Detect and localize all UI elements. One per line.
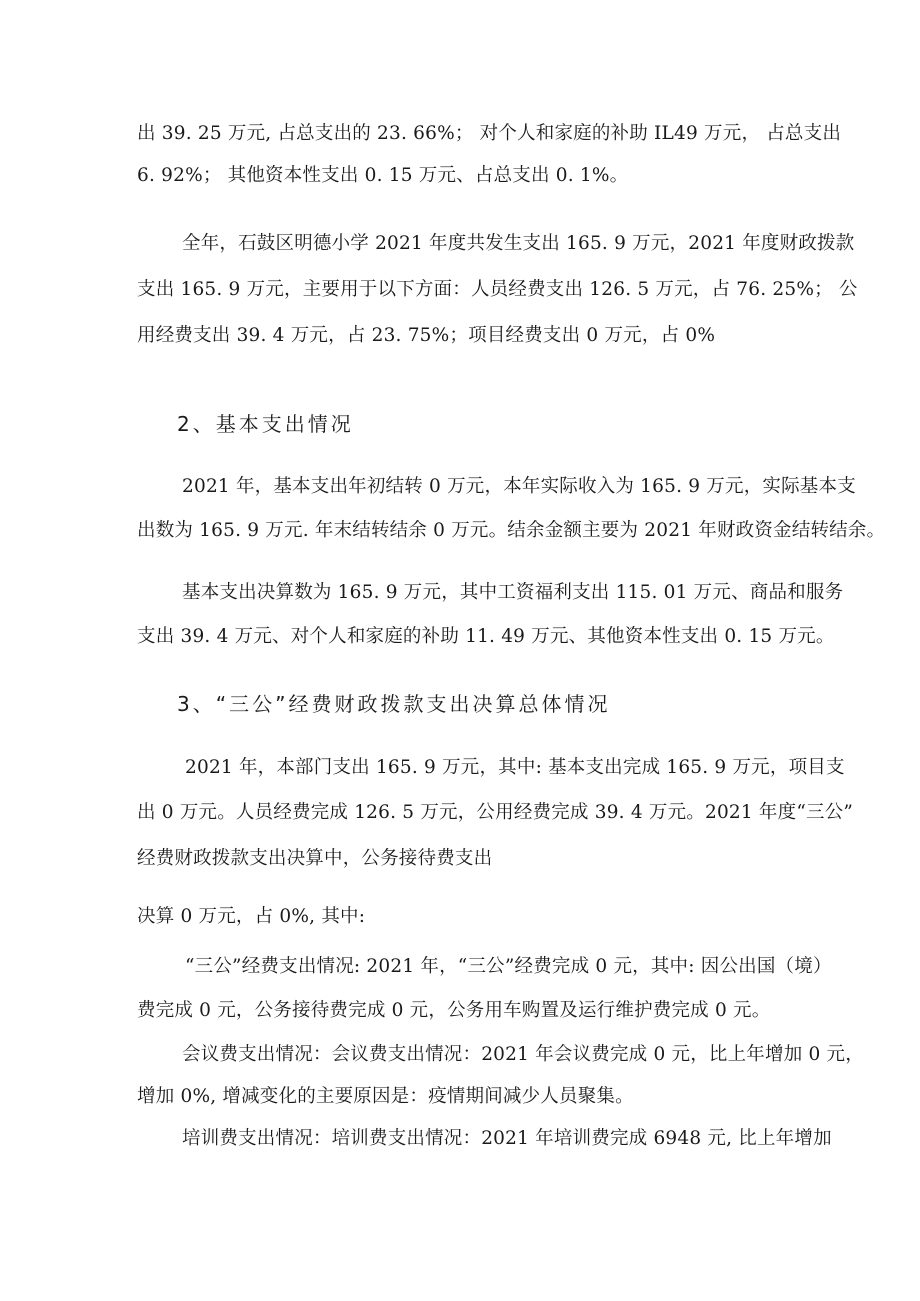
paragraph-line: 出数为 165. 9 万元. 年末结转结余 0 万元。结余金额主要为 2021 年财政资金结转结余。 — [137, 520, 886, 541]
paragraph-line: 出 0 万元。人员经费完成 126. 5 万元，公用经费完成 39. 4 万元。2021 年度“三公” — [137, 802, 854, 823]
paragraph-line: 支出 39. 4 万元、对个人和家庭的补助 11. 49 万元、其他资本性支出 0. 15 万元。 — [137, 626, 835, 647]
paragraph-line: 出 39. 25 万元, 占总支出的 23. 66%； 对个人和家庭的补助 IL49 万元， 占总支出 — [137, 123, 842, 144]
paragraph-line: 6. 92%； 其他资本性支出 0. 15 万元、占总支出 0. 1%。 — [137, 165, 629, 186]
paragraph-line: 基本支出决算数为 165. 9 万元，其中工资福利支出 115. 01 万元、商品和服务 — [182, 582, 844, 603]
paragraph-line: “三公”经费支出情况: 2021 年，“三公”经费完成 0 元，其中: 因公出国（境） — [185, 956, 832, 977]
paragraph-line: 会议费支出情况：会议费支出情况：2021 年会议费完成 0 元，比上年增加 0 元， — [182, 1044, 864, 1065]
paragraph-line: 2021 年，本部门支出 165. 9 万元，其中: 基本支出完成 165. 9 万元，项目支 — [185, 757, 845, 778]
paragraph-line: 决算 0 万元，占 0%, 其中: — [137, 906, 366, 927]
section-heading-2: 2、基本支出情况 — [177, 412, 354, 436]
paragraph-line: 2021 年，基本支出年初结转 0 万元，本年实际收入为 165. 9 万元，实际基本支 — [182, 476, 856, 497]
paragraph-line: 经费财政拨款支出决算中，公务接待费支出 — [137, 848, 493, 869]
paragraph-line: 培训费支出情况：培训费支出情况：2021 年培训费完成 6948 元, 比上年增加 — [182, 1128, 832, 1149]
paragraph-line: 增加 0%, 增减变化的主要原因是：疫情期间减少人员聚集。 — [137, 1086, 634, 1107]
paragraph-line: 支出 165. 9 万元，主要用于以下方面：人员经费支出 126. 5 万元，占 76. 25%； 公 — [137, 279, 858, 300]
paragraph-line: 费完成 0 元，公务接待费完成 0 元，公务用车购置及运行维护费完成 0 元。 — [137, 1000, 771, 1021]
paragraph-line: 用经费支出 39. 4 万元，占 23. 75%；项目经费支出 0 万元，占 0% — [137, 325, 716, 346]
section-heading-3: 3、“三公”经费财政拨款支出决算总体情况 — [177, 692, 611, 716]
paragraph-line: 全年，石鼓区明德小学 2021 年度共发生支出 165. 9 万元，2021 年度财政拨款 — [182, 233, 855, 254]
